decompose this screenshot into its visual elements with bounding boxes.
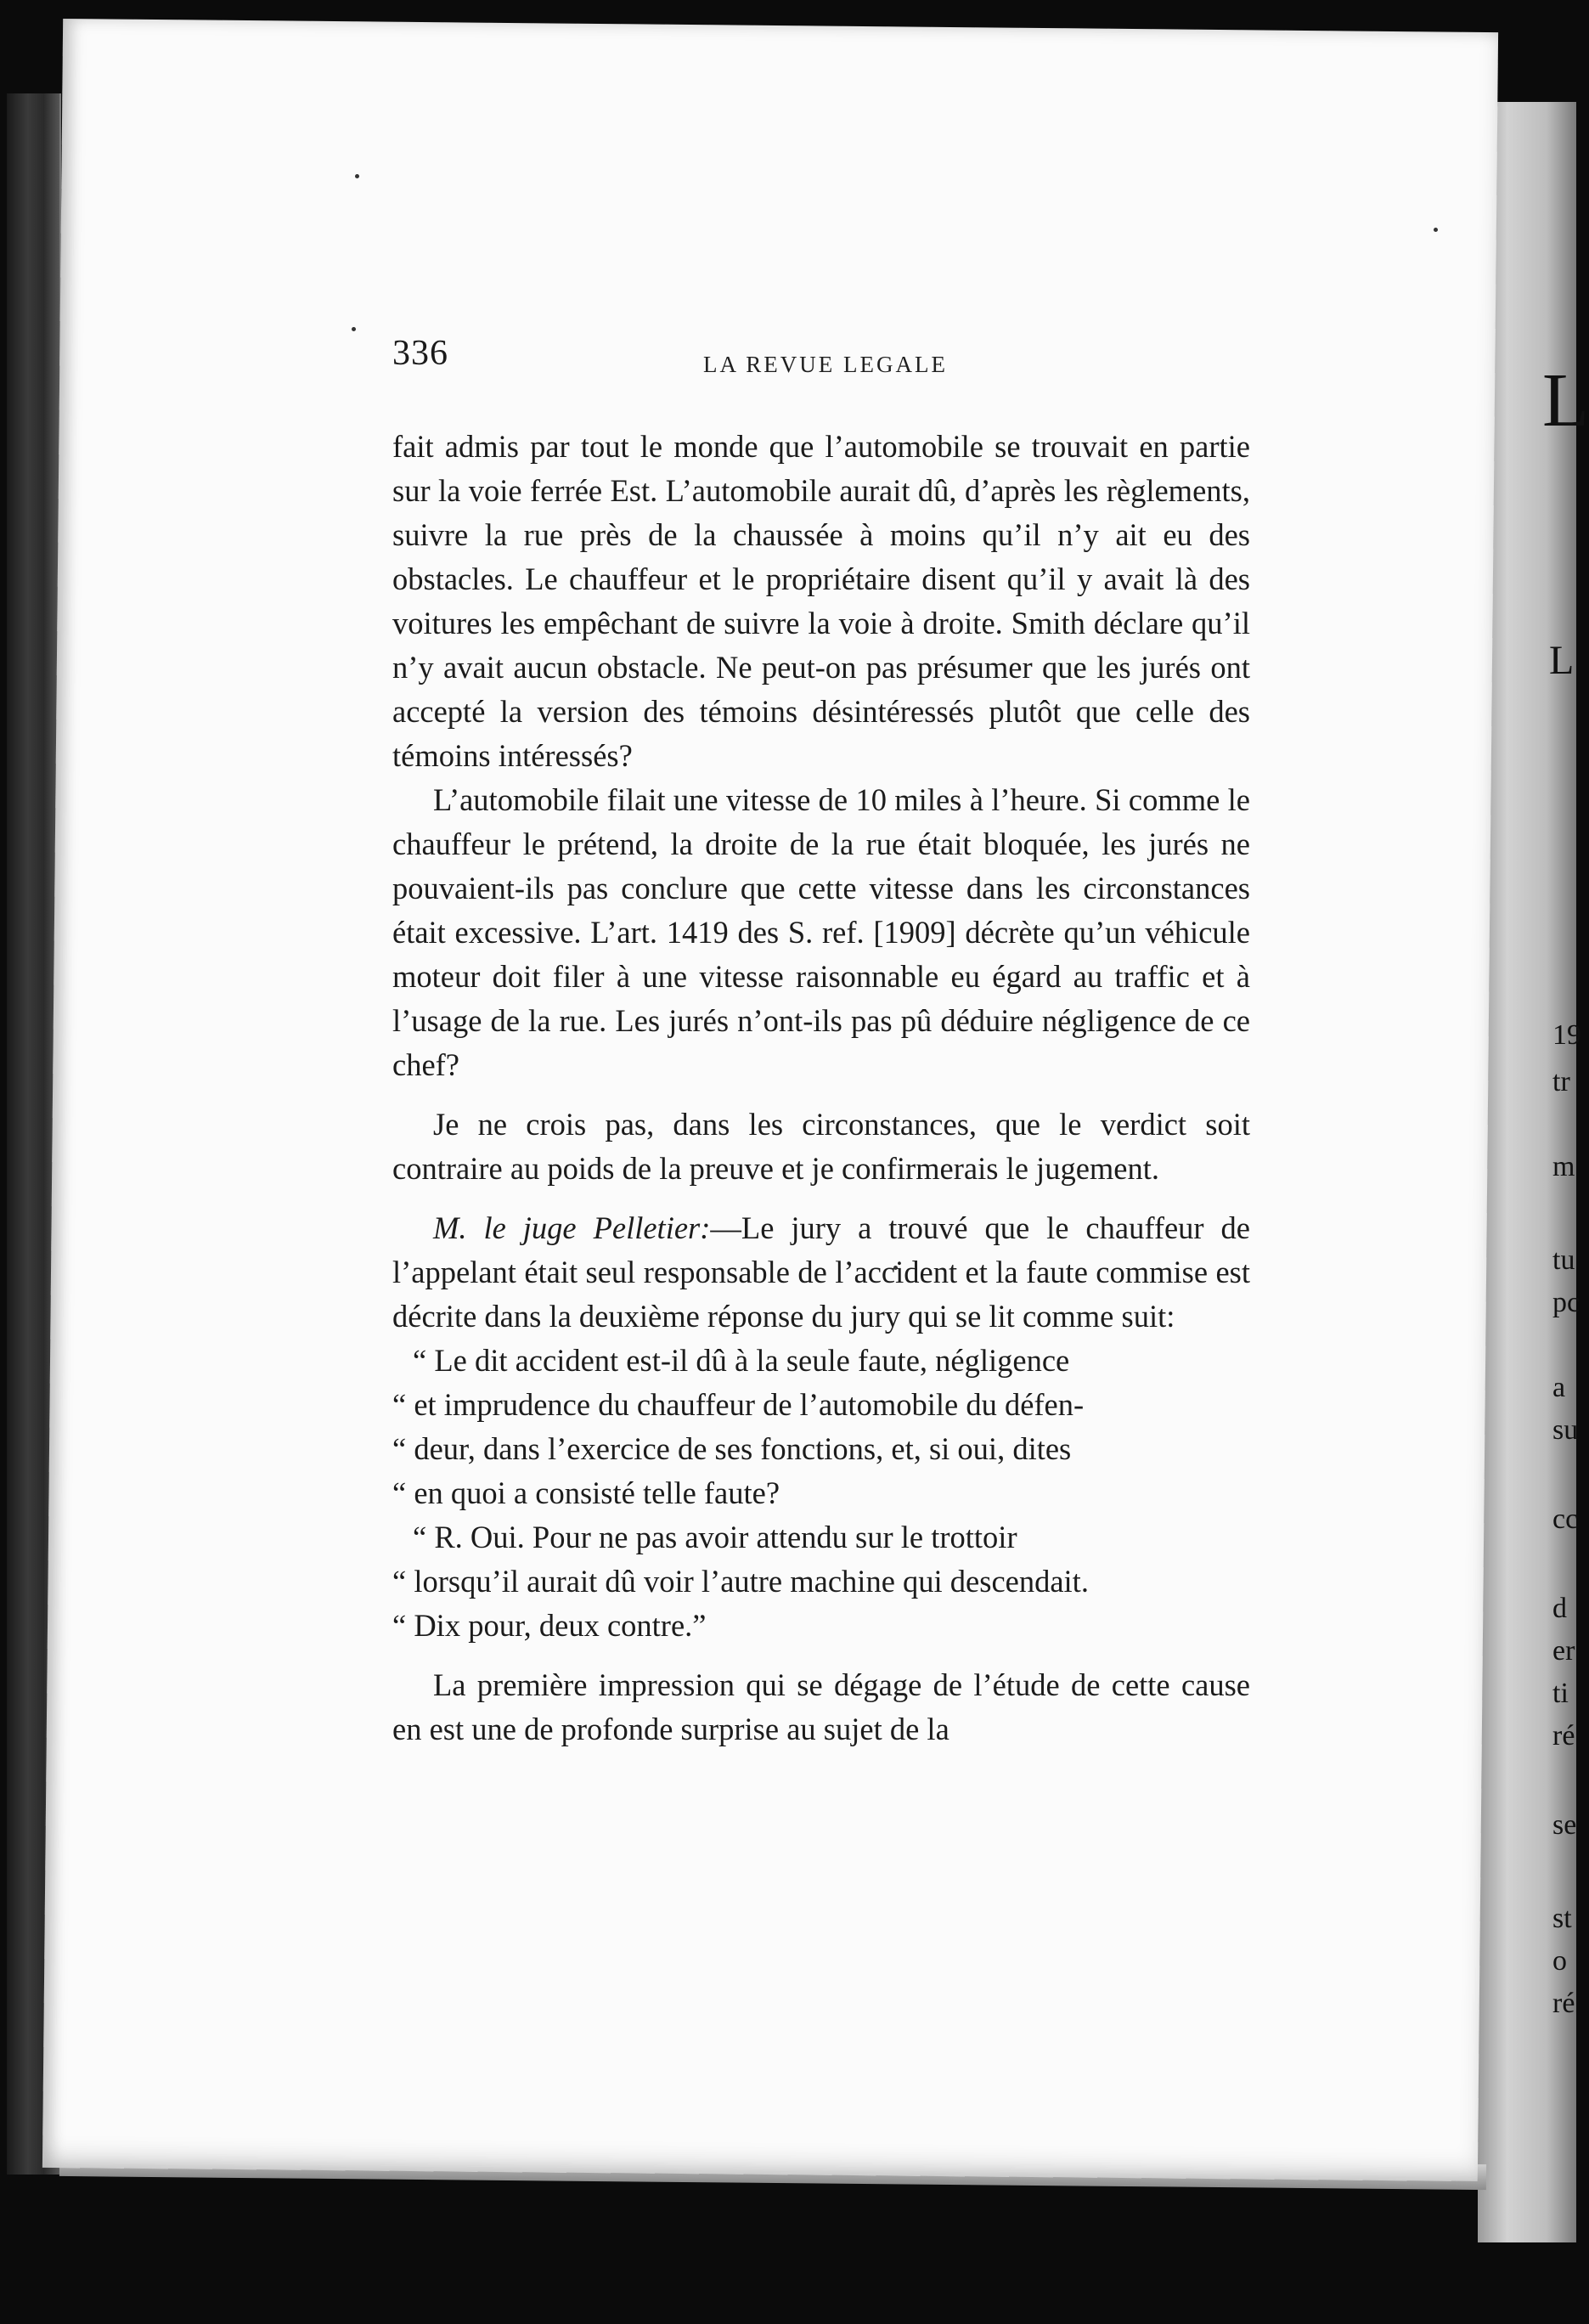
judge-name: M. le juge Pelletier:	[433, 1210, 711, 1245]
quote-line: “ et imprudence du chauffeur de l’automobile du défen-	[392, 1387, 1085, 1422]
adjacent-fragment: pc	[1552, 1287, 1581, 1318]
adjacent-fragment: o	[1552, 1945, 1567, 1977]
adjacent-fragment: ré	[1552, 1988, 1575, 2019]
paragraph	[392, 1206, 1250, 1339]
scan-speck	[355, 174, 359, 178]
quote-line: “ R. Oui. Pour ne pas avoir attendu sur le trottoir	[413, 1520, 1017, 1554]
adjacent-fragment: 19	[1552, 1019, 1581, 1051]
paragraph-gap	[392, 1087, 1250, 1103]
adjacent-fragment: m	[1552, 1151, 1575, 1182]
paragraph: L’automobile filait une vitesse de 10 miles à l’heure. Si comme le chauffeur le prétend, la droite de la rue était bloquée, les jurés ne pouvaient-ils pas conclure que cette vitesse dans les circonstances était excessive. L’art. 1419 des S. ref. [1909] décrète qu’un véhicule moteur doit filer à une vitesse raisonnable eu égard au traffic et à l’usage de la rue. Les jurés n’ont-ils pas pû déduire négligence de ce chef?	[392, 782, 1250, 1082]
adjacent-fragment: tu	[1552, 1244, 1575, 1276]
adjacent-fragment: L	[1549, 638, 1575, 683]
adjacent-fragment: st	[1552, 1903, 1572, 1934]
paragraph: fait admis par tout le monde que l’automobile se trouvait en partie sur la voie ferrée Est. L’automobile aurait dû, d’après les règlements, suivre la rue près de la chaussée à moins qu’il n’y ait eu des obstacles. Le chauffeur et le propriétaire disent qu’il y avait là des voitures les empêchant de suivre la voie à droite. Smith déclare qu’il n’y avait aucun obstacle. Ne peut-on pas présumer que les jurés ont accepté la version des témoins désintéressés plutôt que celle des témoins intéressés?	[392, 429, 1250, 773]
paragraph: La première impression qui se dégage de l’étude de cette cause en est une de profonde surprise au sujet de la	[392, 1667, 1250, 1746]
quote-line: “ lorsqu’il aurait dû voir l’autre machine qui descendait.	[392, 1564, 1089, 1599]
paragraph-gap	[392, 1648, 1250, 1663]
adjacent-fragment: cc	[1552, 1503, 1579, 1535]
paragraph-gap	[392, 1191, 1250, 1206]
adjacent-fragment: d	[1552, 1593, 1567, 1624]
adjacent-fragment: L	[1542, 358, 1589, 443]
adjacent-fragment: a	[1552, 1372, 1566, 1403]
page-header	[392, 333, 1259, 392]
adjacent-fragment: se	[1552, 1809, 1577, 1841]
adjacent-fragment: ré	[1552, 1720, 1575, 1751]
adjacent-fragment: tr	[1552, 1066, 1570, 1097]
body-text	[392, 425, 1250, 1751]
page-number: 336	[392, 334, 448, 373]
quote-line: “ Dix pour, deux contre.”	[392, 1608, 707, 1643]
adjacent-fragment: su	[1552, 1414, 1579, 1446]
scan-speck	[1434, 228, 1438, 232]
paragraph: Je ne crois pas, dans les circonstances, que le verdict soit contraire au poids de la preuve et je confirmerais le jugement.	[392, 1107, 1250, 1186]
adjacent-fragment: ti	[1552, 1678, 1569, 1709]
quote-line: “ Le dit accident est-il dû à la seule faute, négligence	[413, 1343, 1070, 1378]
adjacent-fragment: er	[1552, 1635, 1575, 1667]
quote-line: “ deur, dans l’exercice de ses fonctions, et, si oui, dites	[392, 1431, 1072, 1466]
paragraph-text: —Le jury a trouvé que le chauffeur de l’appelant était seul responsable de l’accident et la faute commise est décrite dans la deuxième réponse du jury qui se lit comme suit:	[392, 1210, 1250, 1334]
running-title: LA REVUE LEGALE	[703, 352, 948, 377]
scan-speck	[352, 327, 356, 331]
quote-line: “ en quoi a consisté telle faute?	[392, 1475, 780, 1510]
